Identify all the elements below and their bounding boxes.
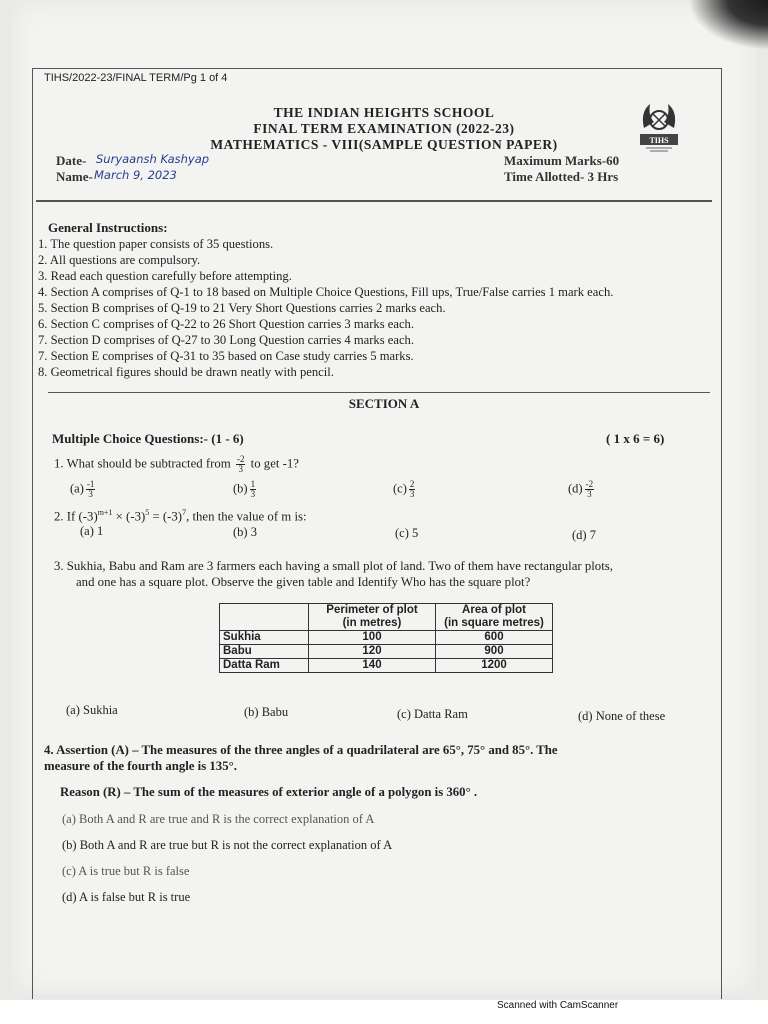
instruction-item: 5. Section B comprises of Q-19 to 21 Very Short Questions carries 2 marks each. [38,301,446,315]
perimeter-value: 140 [309,659,436,673]
paper-title: MATHEMATICS - VIII(SAMPLE QUESTION PAPER) [210,137,558,152]
section-divider [48,392,710,393]
table-row [220,645,553,659]
school-logo [636,98,682,156]
q2-option-a: (a) 1 [80,524,104,538]
question-2: 2. If $(-3)^{m+1} \times (-3)^5 = (-3)^7$, then the value of m is: [54,508,307,524]
farmer-name: Datta Ram [220,659,309,673]
instruction-item: 8. Geometrical figures should be drawn neatly with pencil. [38,365,334,379]
time-allotted: Time Allotted- 3 Hrs [504,169,619,184]
instruction-item: 3. Read each question carefully before attempting. [38,269,292,283]
area-header: Area of plot (in square metres) [436,604,553,631]
instructions-title: General Instructions: [48,220,168,235]
instruction-item: 7. Section E comprises of Q-31 to 35 based on Case study carries 5 marks. [38,349,414,363]
assertion-line-2: measure of the fourth angle is 135°. [44,759,237,773]
question-1-text-end: to get -1? [250,456,299,471]
table-row [220,631,553,645]
q4-option-b: (b) Both A and R are true but R is not the correct explanation of A [62,838,393,852]
paper-border [32,68,722,999]
school-name: THE INDIAN HEIGHTS SCHOOL [273,105,495,120]
q1-option-b: (b) $\frac{1}{3}$ [233,479,256,499]
table-header-empty [220,604,309,631]
fraction-minus-two-thirds: $\frac{-2}{3}$ [236,454,245,474]
date-label: Date- [56,153,87,168]
reason-statement: Reason (R) – The sum of the measures of exterior angle of a polygon is 360° . [60,785,478,799]
table-header-row [220,604,553,631]
mcq-marks: ( 1 x 6 = 6) [606,431,665,446]
perimeter-header: Perimeter of plot (in metres) [309,604,436,631]
mcq-heading: Multiple Choice Questions:- (1 - 6) [52,431,244,446]
q1-option-c: (c) $\frac{2}{3}$ [393,479,415,499]
name-label: Name- [56,169,93,184]
exam-title: FINAL TERM EXAMINATION (2022-23) [253,121,515,136]
question-1 [54,455,299,474]
q4-option-a: (a) Both A and R are true and R is the correct explanation of A [62,812,375,826]
q2-option-b: (b) 3 [233,525,257,539]
page-reference: TIHS/2022-23/FINAL TERM/Pg 1 of 4 [44,72,228,84]
section-a-title: SECTION A [348,396,420,411]
question-3-line-1: 3. Sukhia, Babu and Ram are 3 farmers each having a small plot of land. Two of them have rectangular plots, [54,559,613,573]
instruction-item: 6. Section C comprises of Q-22 to 26 Short Question carries 3 marks each. [38,317,414,331]
header-divider [36,200,712,202]
q3-option-c: (c) Datta Ram [397,707,468,721]
q1-option-a: (a) $\frac{-1}{3}$ [70,479,95,499]
question-3-line-2: and one has a square plot. Observe the given table and Identify Who has the square plot? [76,575,531,589]
q3-option-a: (a) Sukhia [66,703,118,717]
q3-option-d: (d) None of these [578,709,666,723]
question-1-text: 1. What should be subtracted from [54,456,231,471]
q1-option-d: (d) $\frac{-2}{3}$ [568,479,594,499]
perimeter-value: 100 [309,631,436,645]
q4-option-d: (d) A is false but R is true [62,890,191,904]
table-row [220,659,553,673]
instruction-item: 4. Section A comprises of Q-1 to 18 based on Multiple Choice Questions, Fill ups, True/False carries 1 mark each. [38,285,614,299]
handwritten-name-entry: March 9, 2023 [94,168,177,182]
instruction-item: 1. The question paper consists of 35 questions. [38,237,274,251]
assertion-line-1: 4. Assertion (A) – The measures of the three angles of a quadrilateral are 65°, 75° and 85°. The [44,743,558,757]
q3-option-b: (b) Babu [244,705,289,719]
handwritten-date-entry: Suryaansh Kashyap [96,152,210,166]
maximum-marks: Maximum Marks-60 [504,153,620,168]
instruction-item: 7. Section D comprises of Q-27 to 30 Long Question carries 4 marks each. [38,333,414,347]
area-value: 1200 [436,659,553,673]
area-value: 900 [436,645,553,659]
logo-text: TIHS [649,136,669,145]
area-value: 600 [436,631,553,645]
instruction-item: 2. All questions are compulsory. [38,253,201,267]
scanner-watermark: Scanned with CamScanner [497,1000,619,1011]
q2-option-c: (c) 5 [395,526,419,540]
perimeter-value: 120 [309,645,436,659]
plots-table [219,603,553,673]
scan-corner-shadow [688,0,768,50]
farmer-name: Babu [220,645,309,659]
q2-option-d: (d) 7 [572,528,596,542]
q4-option-c: (c) A is true but R is false [62,864,190,878]
farmer-name: Sukhia [220,631,309,645]
